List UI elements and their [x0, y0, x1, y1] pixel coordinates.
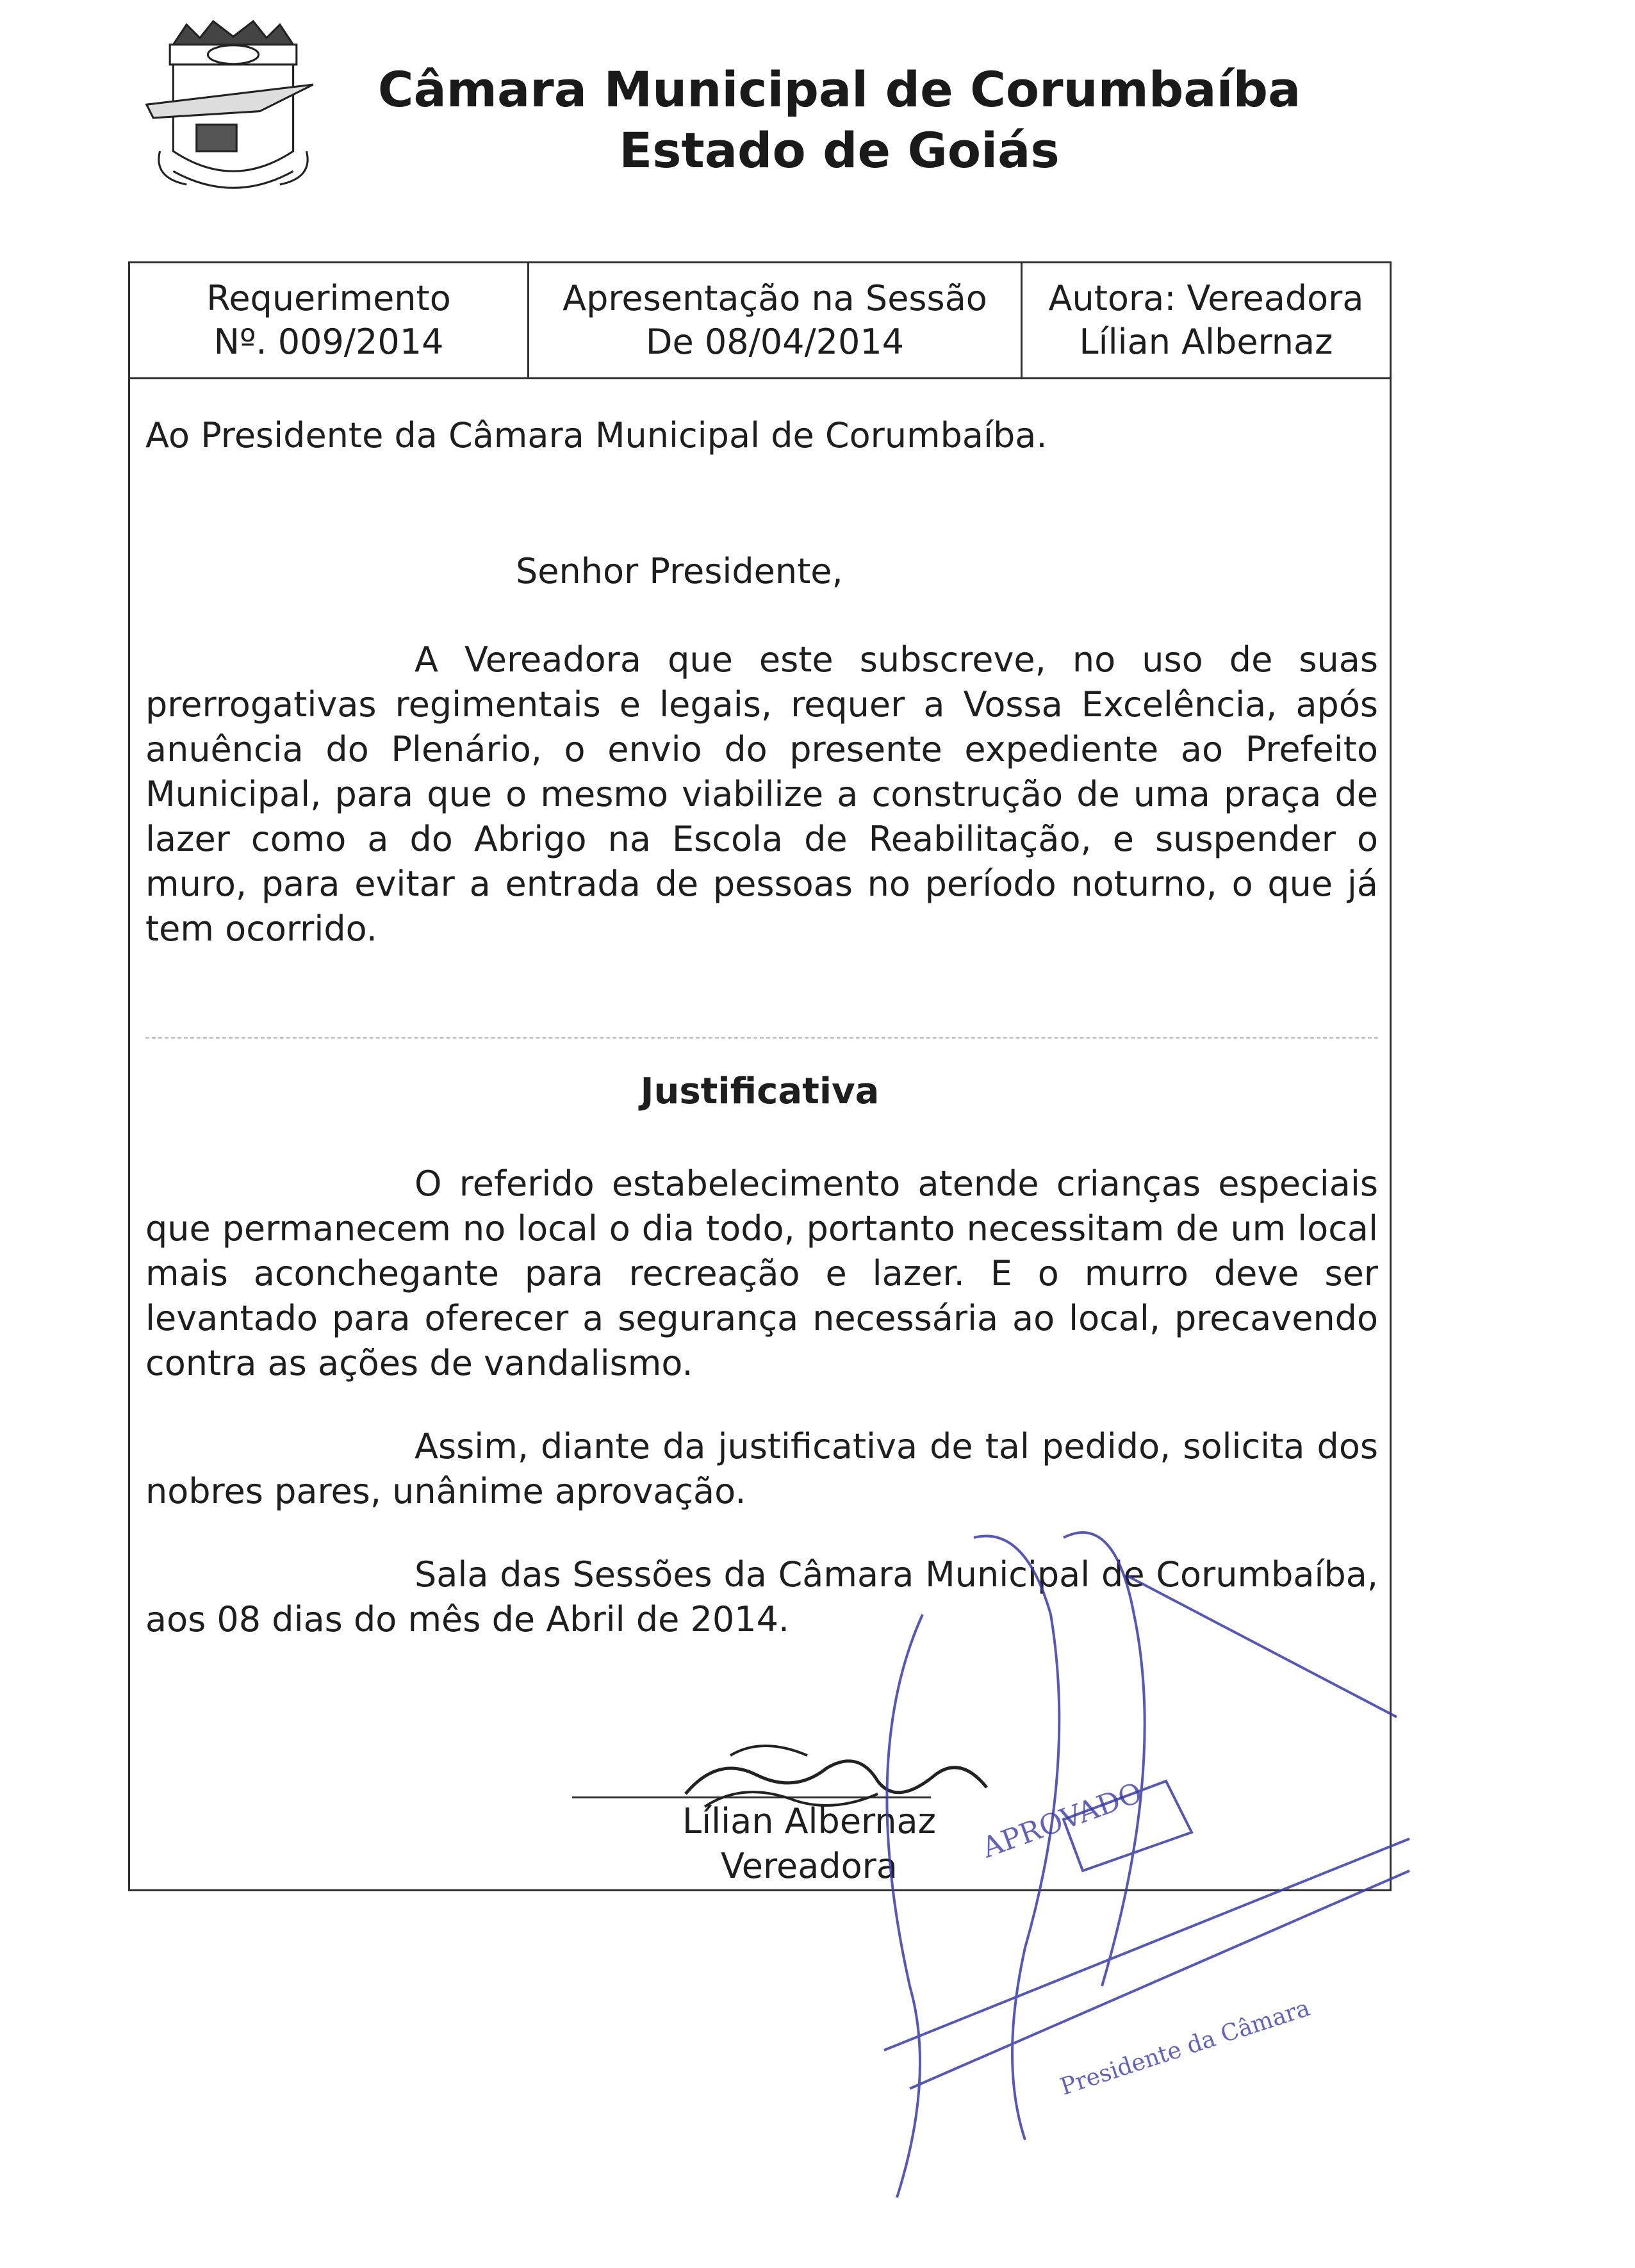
closing-text: Assim, diante da justificativa de tal pedido, solicita dos nobres pares, unânime aprovação. — [145, 1426, 1378, 1511]
svg-text:APROVADO: APROVADO — [978, 1776, 1147, 1865]
signer-role: Vereadora — [721, 1846, 898, 1886]
justification-text: O referido estabelecimento atende crianças especiais que permanecem no local o dia todo, portanto necessitam de um local mais aconchegante para recreação e lazer. E o murro deve ser levantado para oferecer a segurança necessária ao local, precavendo contra as ações de vandalismo. — [145, 1163, 1378, 1383]
presentation-label: Apresentação na Sessão — [563, 278, 987, 318]
author-cell — [1021, 263, 1390, 377]
municipal-coat-of-arms-icon — [133, 18, 333, 218]
request-number: Nº. 009/2014 — [213, 322, 444, 362]
salutation: Senhor Presidente, — [516, 551, 843, 591]
place-date-text: Sala das Sessões da Câmara Municipal de Corumbaíba, aos 08 dias do mês de Abril de 2014. — [145, 1554, 1378, 1639]
section-divider — [145, 1037, 1378, 1039]
author-name: Lílian Albernaz — [1079, 322, 1333, 362]
state-subtitle: Estado de Goiás — [619, 122, 1060, 179]
request-type-label: Requerimento — [206, 278, 451, 318]
presentation-cell — [527, 263, 1021, 377]
presentation-date: De 08/04/2014 — [645, 322, 905, 362]
request-meta-table — [130, 263, 1390, 379]
addressee-line: Ao Presidente da Câmara Municipal de Corumbaíba. — [145, 415, 1048, 456]
institution-title: Câmara Municipal de Corumbaíba — [377, 61, 1301, 118]
closing-paragraph — [145, 1424, 1378, 1514]
place-date-paragraph — [145, 1552, 1378, 1642]
request-number-cell — [130, 263, 527, 377]
stamp-footer: Presidente da Câmara — [1057, 1994, 1313, 2101]
justification-title: Justificativa — [640, 1071, 880, 1112]
author-label: Autora: Vereadora — [1048, 278, 1364, 318]
justification-paragraph — [145, 1162, 1378, 1386]
signature-line — [572, 1796, 931, 1798]
request-paragraph — [145, 637, 1378, 951]
request-document — [128, 261, 1392, 1891]
request-text: A Vereadora que este subscreve, no uso de suas prerrogativas regimentais e legais, requer a Vossa Excelência, após anuência do Plenário, o envio do presente expediente ao Prefeito Municipal, para que o mesmo viabilize a construção de uma praça de lazer como a do Abrigo na Escola de Reabilitação, e suspender o muro, para evitar a entrada de pessoas no período noturno, o que já tem ocorrido. — [145, 639, 1378, 949]
signer-name: Lílian Albernaz — [682, 1801, 936, 1841]
